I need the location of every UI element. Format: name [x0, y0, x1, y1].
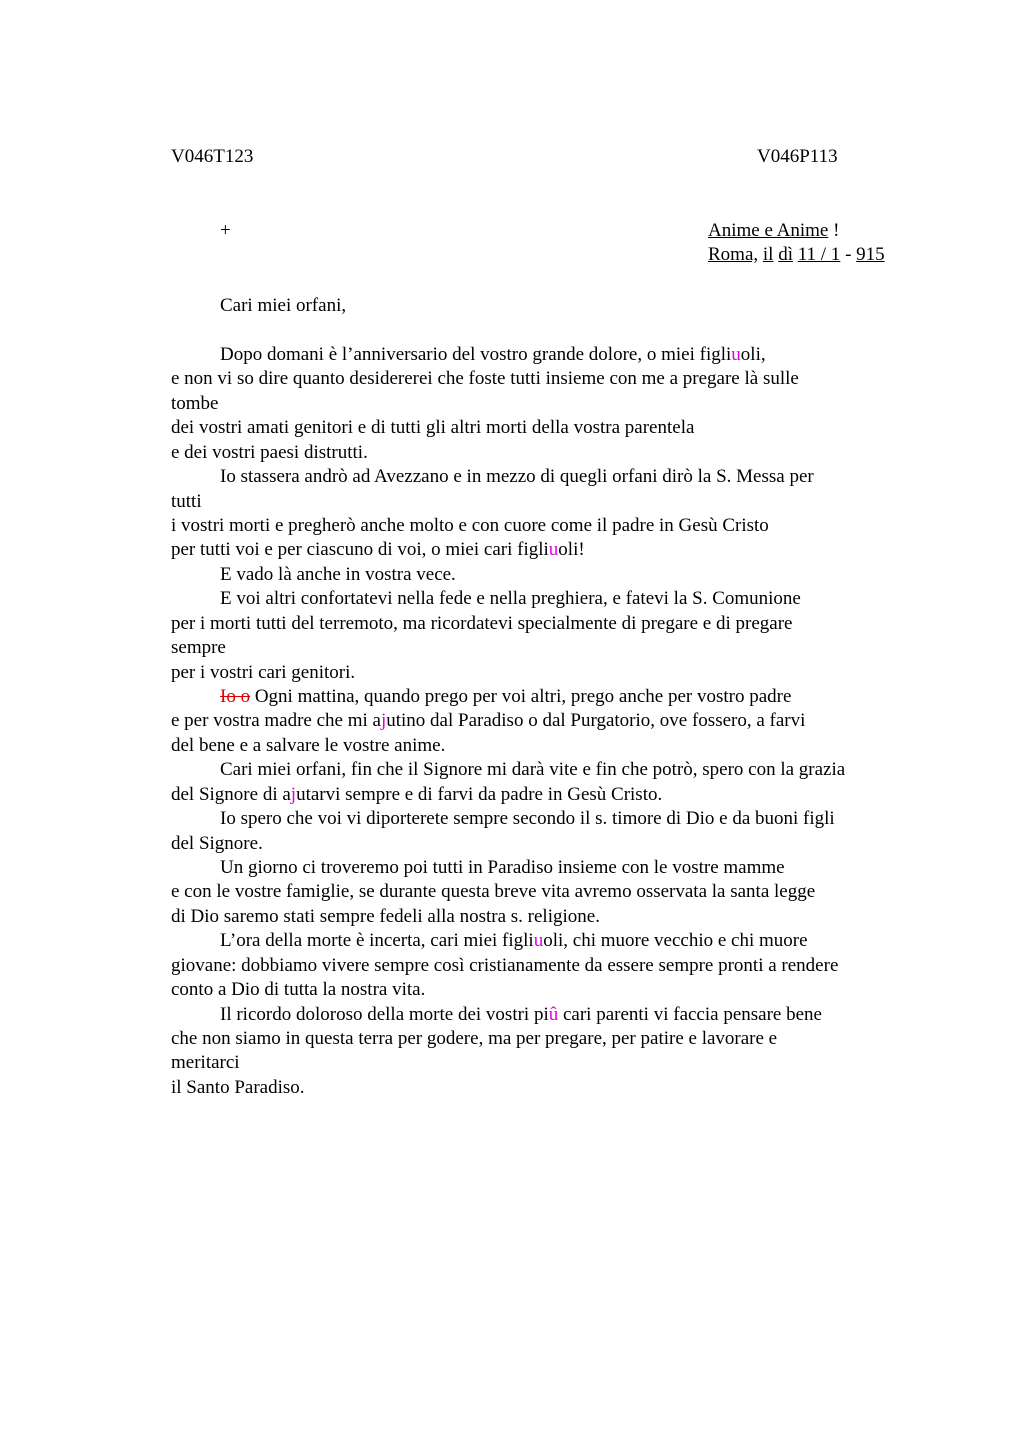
- correction-mark: j: [290, 784, 297, 805]
- body-line: L’ora della morte è incerta, cari miei figliuoli, chi muore vecchio e chi muore: [220, 930, 808, 951]
- body-line: Io spero che voi vi diporterete sempre secondo il s. timore di Dio e da buoni figli: [220, 808, 835, 829]
- body-line: Io stassera andrò ad Avezzano e in mezzo di quegli orfani dirò la S. Messa per: [220, 466, 814, 487]
- dateline-sep: -: [840, 244, 857, 265]
- body-line: E voi altri confortatevi nella fede e nella preghiera, e fatevi la S. Comunione: [220, 588, 801, 609]
- body-line: Io o Ogni mattina, quando prego per voi altri, prego anche per vostro padre: [220, 686, 792, 707]
- header-right-code: V046P113: [757, 146, 838, 167]
- body-line: del Signore.: [171, 833, 263, 854]
- body-line: del bene e a salvare le vostre anime.: [171, 735, 446, 756]
- body-line: conto a Dio di tutta la nostra vita.: [171, 979, 426, 1000]
- body-line: il Santo Paradiso.: [171, 1077, 305, 1098]
- correction-mark: u: [548, 539, 559, 560]
- body-line: Cari miei orfani, fin che il Signore mi darà vite e fin che potrò, spero con la grazia: [220, 759, 846, 780]
- body-line: e dei vostri paesi distrutti.: [171, 442, 368, 463]
- body-line: giovane: dobbiamo vivere sempre così cristianamente da essere sempre pronti a rendere: [171, 955, 839, 976]
- body-line: meritarci: [171, 1052, 240, 1073]
- cross-mark: +: [220, 220, 231, 241]
- body-line: per i vostri cari genitori.: [171, 662, 356, 683]
- motto-text: Anime e Anime: [708, 220, 829, 241]
- header-left-code: V046T123: [171, 146, 254, 167]
- dateline-year: 915: [856, 244, 885, 265]
- dateline-date: 11 / 1: [797, 244, 841, 265]
- body-line: Il ricordo doloroso della morte dei vostri piû cari parenti vi faccia pensare bene: [220, 1004, 822, 1025]
- dateline-di: dì: [778, 244, 793, 265]
- body-line: dei vostri amati genitori e di tutti gli altri morti della vostra parentela: [171, 417, 695, 438]
- body-line: tutti: [171, 491, 202, 512]
- dateline-il: il: [762, 244, 774, 265]
- body-line: tombe: [171, 393, 219, 414]
- body-line: e non vi so dire quanto desidererei che foste tutti insieme con me a pregare là sulle: [171, 368, 799, 389]
- body-line: e con le vostre famiglie, se durante questa breve vita avremo osservata la santa legge: [171, 881, 816, 902]
- correction-mark: û: [548, 1004, 559, 1025]
- correction-mark: u: [533, 930, 544, 951]
- dateline: [708, 244, 885, 266]
- dateline-city: Roma,: [708, 244, 759, 265]
- body-line: sempre: [171, 637, 226, 658]
- body-line: Dopo domani è l’anniversario del vostro grande dolore, o miei figliuoli,: [220, 344, 766, 365]
- body-line: e per vostra madre che mi ajutino dal Paradiso o dal Purgatorio, ove fossero, a farvi: [171, 710, 806, 731]
- body-line: che non siamo in questa terra per godere, ma per pregare, per patire e lavorare e: [171, 1028, 778, 1049]
- body-line: i vostri morti e pregherò anche molto e con cuore come il padre in Gesù Cristo: [171, 515, 769, 536]
- body-line: del Signore di ajutarvi sempre e di farvi da padre in Gesù Cristo.: [171, 784, 663, 805]
- motto-excl: !: [828, 220, 840, 241]
- correction-mark: j: [380, 710, 387, 731]
- motto: [708, 220, 839, 242]
- greeting: Cari miei orfani,: [220, 295, 347, 316]
- body-line: di Dio saremo stati sempre fedeli alla nostra s. religione.: [171, 906, 600, 927]
- body-line: E vado là anche in vostra vece.: [220, 564, 456, 585]
- correction-mark: u: [731, 344, 741, 365]
- body-line: per tutti voi e per ciascuno di voi, o miei cari figliuoli!: [171, 539, 585, 560]
- body-line: Un giorno ci troveremo poi tutti in Paradiso insieme con le vostre mamme: [220, 857, 785, 878]
- body-line: per i morti tutti del terremoto, ma ricordatevi specialmente di pregare e di pregare: [171, 613, 793, 634]
- struck-text: Io o: [220, 686, 251, 707]
